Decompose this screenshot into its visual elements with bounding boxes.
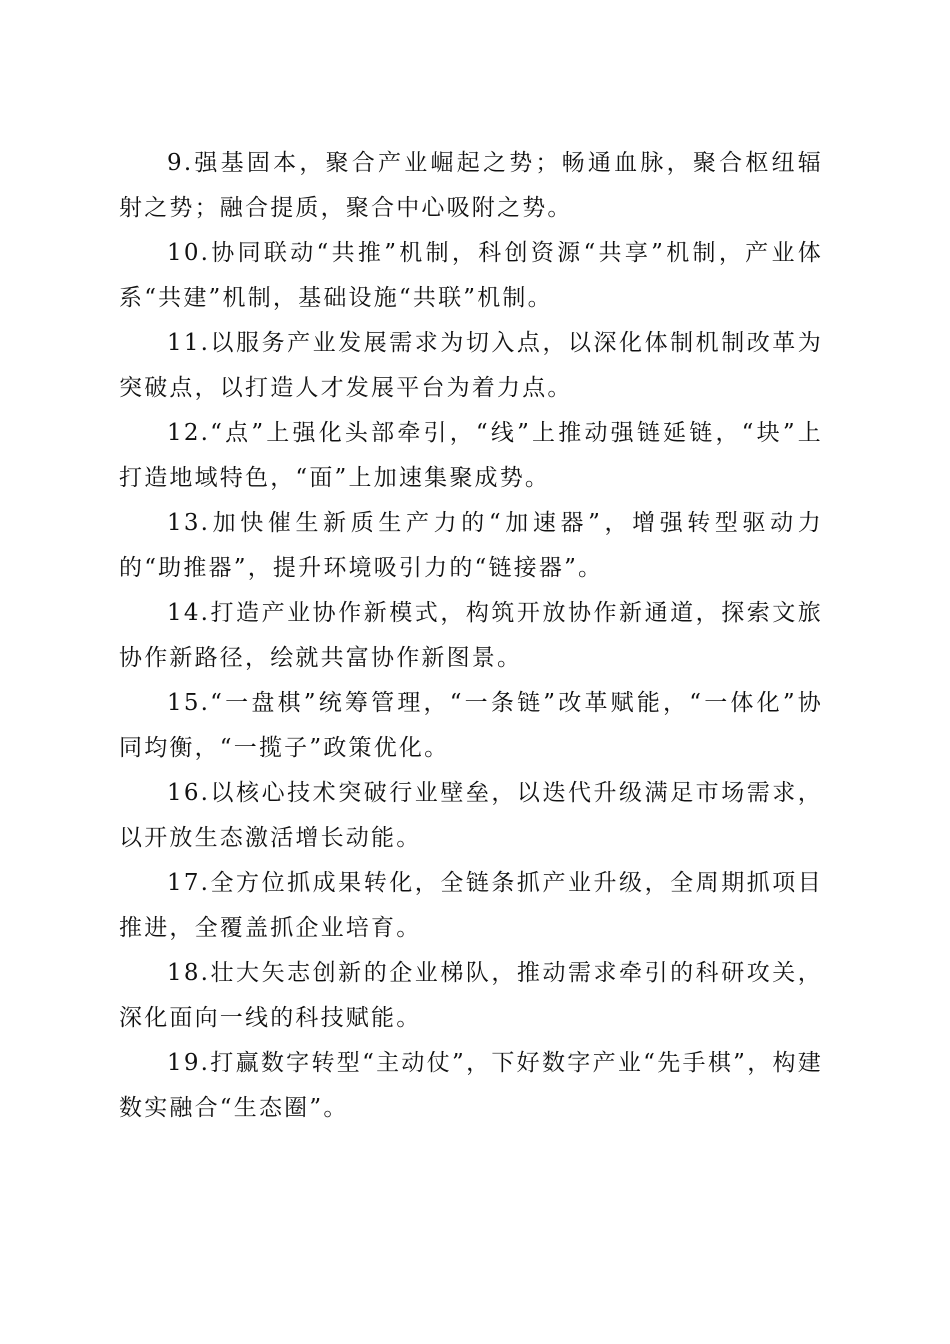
paragraph-10: 10.协同联动“共推”机制，科创资源“共享”机制，产业体系“共建”机制，基础设施“共联”机制。 [119, 240, 823, 311]
paragraph-15: 15.“一盘棋”统筹管理，“一条链”改革赋能，“一体化”协同均衡，“一揽子”政策优化。 [119, 690, 823, 761]
paragraph-19: 19.打赢数字转型“主动仗”，下好数字产业“先手棋”，构建数实融合“生态圈”。 [119, 1050, 823, 1121]
paragraph-9: 9.强基固本，聚合产业崛起之势；畅通血脉，聚合枢纽辐射之势；融合提质，聚合中心吸附之势。 [119, 150, 823, 221]
paragraph-11: 11.以服务产业发展需求为切入点，以深化体制机制改革为突破点，以打造人才发展平台为着力点。 [119, 330, 823, 401]
document-body [119, 141, 823, 1131]
paragraph-17: 17.全方位抓成果转化，全链条抓产业升级，全周期抓项目推进，全覆盖抓企业培育。 [119, 870, 823, 941]
paragraph-14: 14.打造产业协作新模式，构筑开放协作新通道，探索文旅协作新路径，绘就共富协作新图景。 [119, 600, 823, 671]
paragraph-16: 16.以核心技术突破行业壁垒，以迭代升级满足市场需求，以开放生态激活增长动能。 [119, 780, 823, 851]
paragraph-18: 18.壮大矢志创新的企业梯队，推动需求牵引的科研攻关，深化面向一线的科技赋能。 [119, 960, 823, 1031]
paragraph-13: 13.加快催生新质生产力的“加速器”，增强转型驱动力的“助推器”，提升环境吸引力的“链接器”。 [119, 510, 823, 581]
paragraph-12: 12.“点”上强化头部牵引，“线”上推动强链延链，“块”上打造地域特色，“面”上加速集聚成势。 [119, 420, 823, 491]
